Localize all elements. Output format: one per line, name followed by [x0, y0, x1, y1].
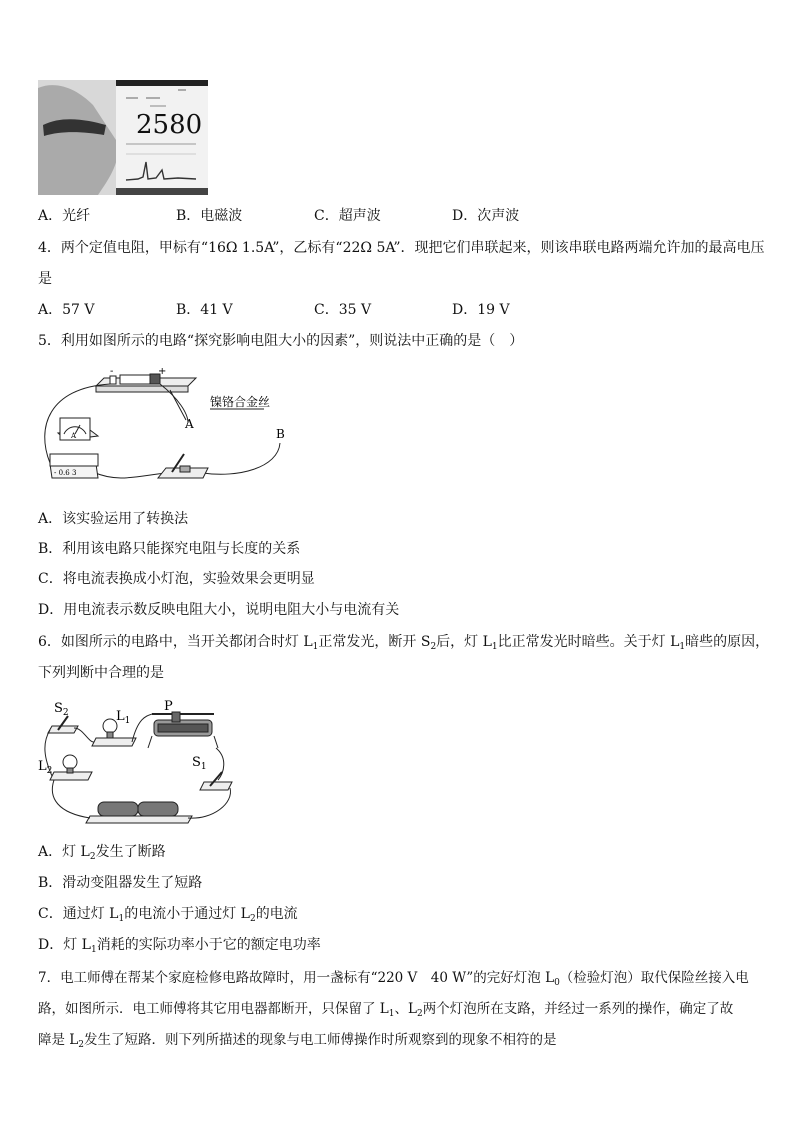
q6-circuit-figure: [38, 698, 238, 830]
q7-stem-line1: 7．电工师傅在帮某个家庭检修电路故障时，用一盏标有“220 V 40 W”的完好灯泡 $L_0$（检验灯泡）取代保险丝接入电: [38, 970, 749, 988]
step-count-display: 2580: [136, 110, 203, 140]
s1-label: $S_1$: [192, 755, 207, 772]
q4-stem-line1: 4．两个定值电阻，甲标有“16Ω 1.5A”，乙标有“22Ω 5A”．现把它们串联起来，则该串联电路两端允许加的最高电压: [38, 240, 765, 256]
q6-stem-line2: 下列判断中合理的是: [38, 665, 164, 681]
q5-option-d: D．用电流表示数反映电阻大小，说明电阻大小与电流有关: [38, 602, 400, 618]
ammeter-terminals-label: - 0.6 3: [54, 469, 77, 477]
ammeter-label: A: [71, 432, 77, 440]
option-a: A．光纤: [38, 208, 91, 224]
battery-minus-label: -: [110, 368, 114, 377]
q5-option-b: B．利用该电路只能探究电阻与长度的关系: [38, 541, 301, 557]
option-d: D．19 V: [452, 302, 510, 318]
q5-option-a: A．该实验运用了转换法: [38, 511, 189, 527]
l1-label: $L_1$: [116, 709, 131, 726]
q7-stem-line2: 路，如图所示．电工师傅将其它用电器都断开，只保留了 $L_1$、$L_2$两个灯泡所在支路，并经过一系列的操作，确定了故: [38, 1001, 734, 1019]
step-counter-photo: [38, 80, 208, 195]
option-c: C．超声波: [314, 208, 381, 224]
battery-plus-label: +: [158, 368, 167, 377]
q7-stem-line3: 障是 $L_2$发生了短路．则下列所描述的现象与电工师傅操作时所观察到的现象不相符的是: [38, 1032, 557, 1050]
q4-stem-line2: 是: [38, 271, 52, 287]
nichrome-wire-label: 镍铬合金丝: [210, 395, 271, 409]
q6-option-c: C．通过灯 $L_1$的电流小于通过灯 $L_2$的电流: [38, 906, 298, 924]
q5-circuit-figure: [38, 368, 308, 493]
option-b: B．电磁波: [176, 208, 243, 224]
option-d: D．次声波: [452, 208, 520, 224]
q5-option-c: C．将电流表换成小灯泡，实验效果会更明显: [38, 571, 315, 587]
l2-label: $L_2$: [38, 759, 53, 776]
q5-stem: 5．利用如图所示的电路“探究影响电阻大小的因素”，则说法中正确的是（ ）: [38, 333, 524, 349]
option-b: B．41 V: [176, 302, 233, 318]
option-a: A．57 V: [38, 302, 95, 318]
s2-label: $S_2$: [54, 701, 69, 718]
q6-option-a: A．灯 $L_2$发生了断路: [38, 844, 166, 862]
terminal-b-label: B: [276, 427, 285, 441]
q6-stem-line1: 6．如图所示的电路中，当开关都闭合时灯 $L_1$正常发光，断开 $S_2$后，灯 $L_1$比正常发光时暗些。关于灯 $L_1$暗些的原因，: [38, 634, 770, 652]
slider-p-label: P: [164, 699, 173, 714]
q6-option-b: B．滑动变阻器发生了短路: [38, 875, 203, 891]
q6-option-d: D．灯 $L_1$消耗的实际功率小于它的额定电功率: [38, 937, 321, 955]
terminal-a-label: A: [185, 417, 194, 431]
option-c: C．35 V: [314, 302, 372, 318]
